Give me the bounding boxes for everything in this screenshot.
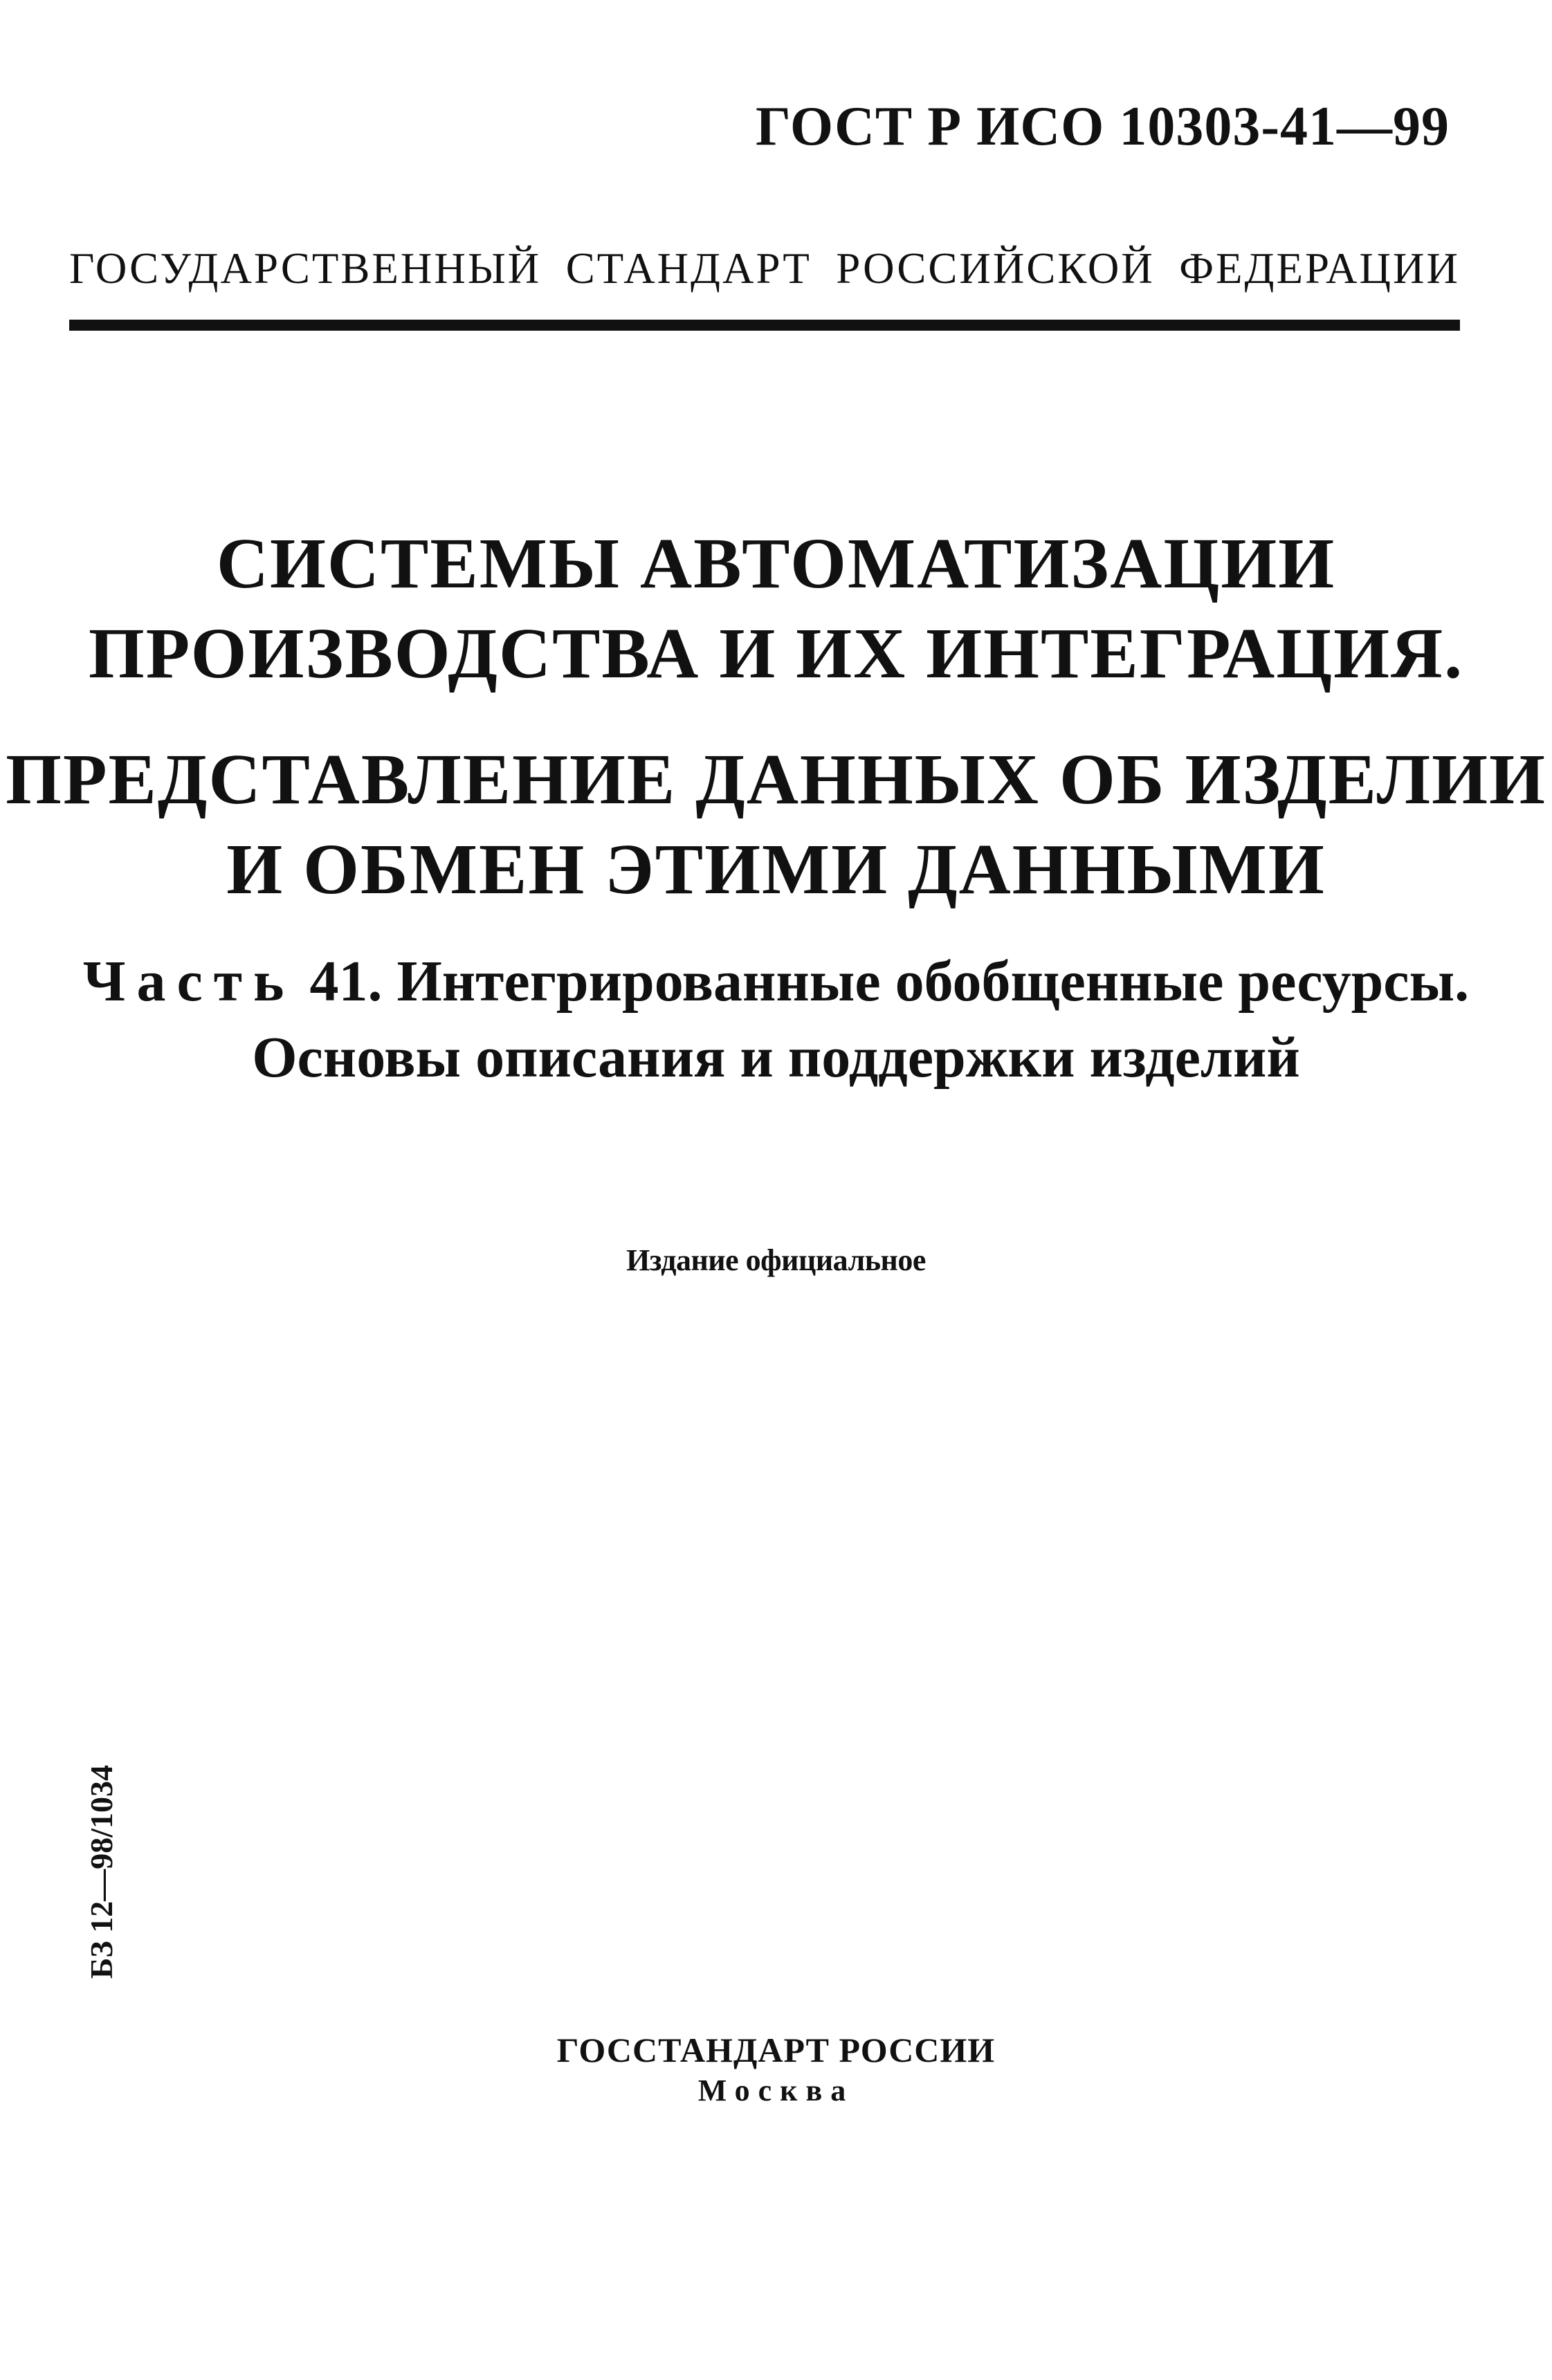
part-prefix: Часть bbox=[82, 949, 295, 1014]
edition-label: Издание официальное bbox=[626, 1243, 926, 1277]
side-code: БЗ 12—98/1034 bbox=[84, 1765, 119, 1979]
part-block bbox=[0, 944, 1552, 1096]
title-block-sub bbox=[0, 735, 1552, 915]
publisher-name: ГОССТАНДАРТ РОССИИ bbox=[556, 2031, 996, 2069]
publisher-city: Москва bbox=[697, 2074, 855, 2107]
header-word-2: СТАНДАРТ bbox=[565, 244, 812, 293]
title-line-4: И ОБМЕН ЭТИМИ ДАННЫМИ bbox=[226, 830, 1326, 909]
title-line-2: ПРОИЗВОДСТВА И ИХ ИНТЕГРАЦИЯ. bbox=[88, 614, 1464, 693]
part-line-2: Основы описания и поддержки изделий bbox=[252, 1025, 1300, 1090]
header-rule bbox=[69, 320, 1460, 331]
header-word-1: ГОСУДАРСТВЕННЫЙ bbox=[69, 244, 542, 293]
title-line-1: СИСТЕМЫ АВТОМАТИЗАЦИИ bbox=[216, 524, 1336, 603]
title-line-3: ПРЕДСТАВЛЕНИЕ ДАННЫХ ОБ ИЗДЕЛИИ bbox=[6, 740, 1546, 819]
part-title: 41. Интегрированные обобщенные ресурсы. bbox=[295, 949, 1470, 1014]
document-number: ГОСТ Р ИСО 10303-41—99 bbox=[756, 96, 1450, 157]
title-block-main bbox=[0, 519, 1552, 699]
header-word-3: РОССИЙСКОЙ bbox=[836, 244, 1155, 293]
header-word-4: ФЕДЕРАЦИИ bbox=[1179, 244, 1460, 293]
part-line-1 bbox=[0, 944, 1552, 1020]
header-row bbox=[69, 244, 1460, 294]
